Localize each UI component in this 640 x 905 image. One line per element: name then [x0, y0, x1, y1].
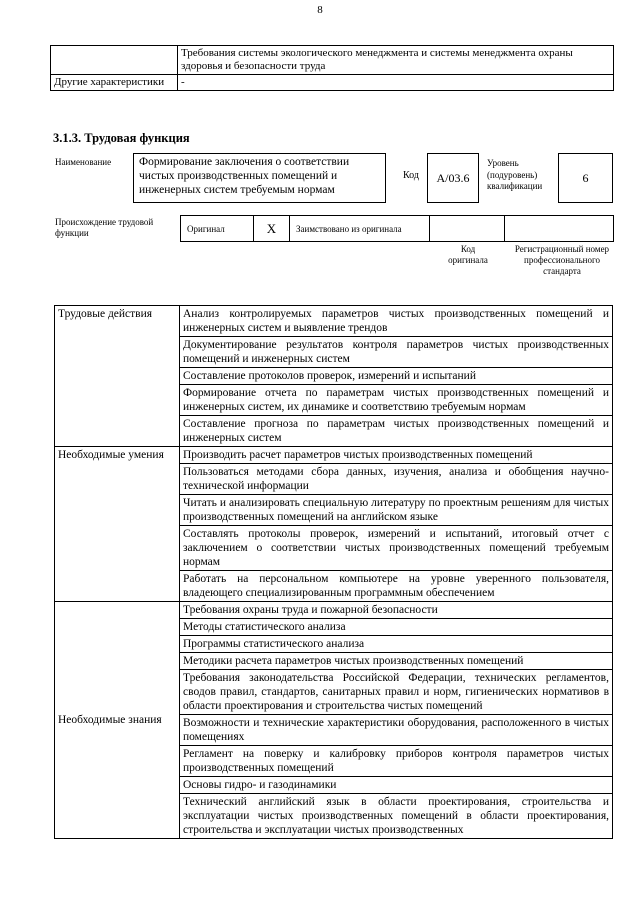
table-row: [55, 447, 613, 464]
list-item: Требования охраны труда и пожарной безопасности: [180, 602, 613, 619]
list-item: Читать и анализировать специальную литературу по проектным решениям для чистых производственных помещений на английском языке: [180, 495, 613, 526]
list-item: Работать на персональном компьютере на уровне уверенного пользователя, владеющего специализированным программным обеспечением: [180, 571, 613, 602]
list-item: Регламент на поверку и калибровку приборов контроля параметров чистых производственных помещений: [180, 746, 613, 777]
list-item: Методы статистического анализа: [180, 619, 613, 636]
list-item: Методики расчета параметров чистых производственных помещений: [180, 653, 613, 670]
table-row: [51, 75, 614, 91]
list-item: Составление протоколов проверок, измерений и испытаний: [180, 368, 613, 385]
labor-function-table: [54, 305, 613, 839]
function-name: Формирование заключения о соответствии чистых производственных помещений и инженерных систем требуемым нормам: [133, 153, 386, 203]
section-title: 3.1.3. Трудовая функция: [53, 131, 190, 145]
group-label: Необходимые знания: [55, 602, 180, 839]
group-label: Необходимые умения: [55, 447, 180, 602]
origin-label: Происхождение трудовой функции: [55, 217, 154, 238]
qualification-level: 6: [558, 153, 613, 203]
code-caption: Код оригинала: [448, 244, 488, 265]
row-label: [51, 46, 178, 75]
page-number: 8: [317, 4, 323, 16]
origin-row: [180, 215, 614, 242]
table-row: [55, 306, 613, 337]
table-row: [55, 602, 613, 619]
list-item: Технический английский язык в области проектирования, строительства и эксплуатации чистых производственных помещений в области проектирования, строительства и эксплуатации чистых производственных: [180, 794, 613, 839]
list-item: Основы гидро- и газодинамики: [180, 777, 613, 794]
borrowed-label: Заимствовано из оригинала: [289, 215, 429, 242]
reg-number-cell: [504, 215, 614, 242]
level-label: Уровень (подуровень) квалификации: [487, 158, 543, 191]
row-value: Требования системы экологического менеджмента и системы менеджмента охраны здоровья и безопасности труда: [178, 46, 614, 75]
list-item: Документирование результатов контроля параметров чистых производственных помещений и инженерных систем: [180, 337, 613, 368]
original-code-cell: [429, 215, 504, 242]
row-value: -: [178, 75, 614, 91]
list-item: Составление прогноза по параметрам чистых производственных помещений и инженерных систем: [180, 416, 613, 447]
list-item: Пользоваться методами сбора данных, изучения, анализа и обобщения научно-технической информации: [180, 464, 613, 495]
group-label: Трудовые действия: [55, 306, 180, 447]
list-item: Программы статистического анализа: [180, 636, 613, 653]
name-label: Наименование: [55, 157, 112, 167]
list-item: Формирование отчета по параметрам чистых производственных помещений и инженерных систем, их динамике и соответствию требуемым нормам: [180, 385, 613, 416]
row-label: Другие характеристики: [51, 75, 178, 91]
list-item: Возможности и технические характеристики оборудования, расположенного в чистых помещениях: [180, 715, 613, 746]
original-mark: X: [253, 215, 289, 242]
function-code: А/03.6: [427, 153, 479, 203]
code-label: Код: [403, 170, 419, 181]
table-row: [51, 46, 614, 75]
original-label: Оригинал: [180, 215, 253, 242]
list-item: Производить расчет параметров чистых производственных помещений: [180, 447, 613, 464]
list-item: Составлять протоколы проверок, измерений и испытаний, итоговый отчет с заключением о соответствии чистых производственных помещений требуемым нормам: [180, 526, 613, 571]
list-item: Требования законодательства Российской Федерации, технических регламентов, сводов правил, стандартов, санитарных правил и норм, гигиенических нормативов в области проектирования и строительства чистых помещений: [180, 670, 613, 715]
reg-caption: Регистрационный номер профессионального стандарта: [514, 244, 610, 276]
list-item: Анализ контролируемых параметров чистых производственных помещений и инженерных систем и выявление трендов: [180, 306, 613, 337]
top-characteristics-table: [50, 45, 614, 91]
